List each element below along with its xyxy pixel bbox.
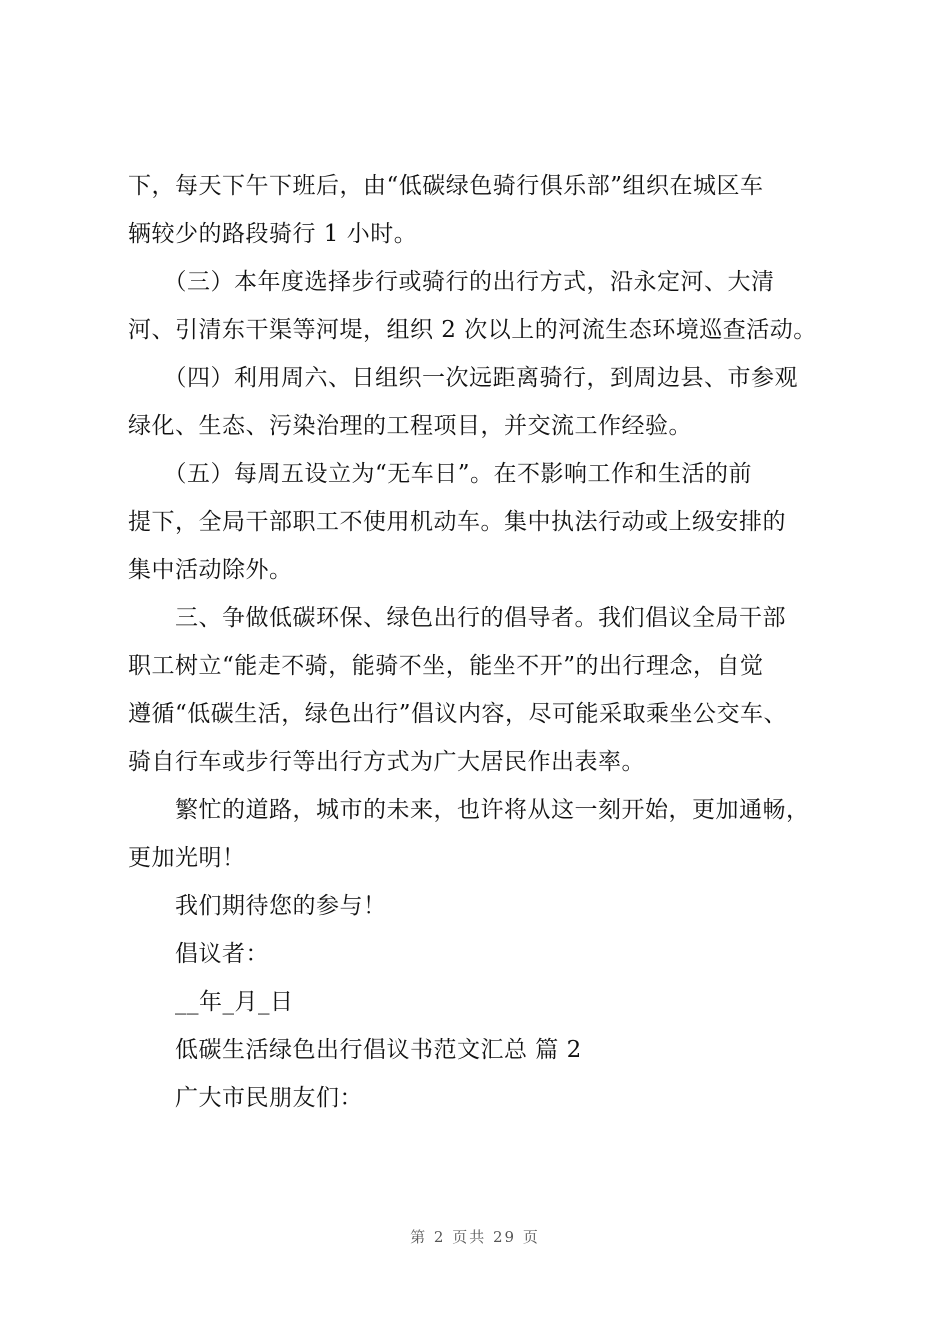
text-line-2: 辆较少的路段骑行 1 小时。 [128,221,418,247]
text-line-4: 河、引清东干渠等河堤，组织 2 次以上的河流生态环境巡查活动。 [128,317,817,343]
text-line-7: （五）每周五设立为“无车日”。在不影响工作和生活的前 [128,461,753,487]
text-line-8: 提下，全局干部职工不使用机动车。集中执法行动或上级安排的 [128,509,786,535]
text-line-10: 三、争做低碳环保、绿色出行的倡导者。我们倡议全局干部 [128,605,786,631]
text-line-11: 职工树立“能走不骑，能骑不坐，能坐不开”的出行理念，自觉 [128,653,764,679]
text-line-1: 下，每天下午下班后，由“低碳绿色骑行俱乐部”组织在城区车 [128,173,764,199]
text-line-14: 繁忙的道路，城市的未来，也许将从这一刻开始，更加通畅， [128,797,810,823]
text-line-12: 遵循“低碳生活，绿色出行”倡议内容，尽可能采取乘坐公交车、 [128,701,788,727]
text-line-20: 广大市民朋友们： [128,1085,363,1111]
text-line-17: 倡议者： [128,941,269,967]
text-line-15: 更加光明！ [128,845,246,871]
text-line-16: 我们期待您的参与！ [128,893,387,919]
text-line-6: 绿化、生态、污染治理的工程项目，并交流工作经验。 [128,413,692,439]
text-line-3: （三）本年度选择步行或骑行的出行方式，沿永定河、大清 [128,269,775,295]
text-line-9: 集中活动除外。 [128,557,293,583]
document-body [128,162,848,1122]
text-line-5: （四）利用周六、日组织一次远距离骑行，到周边县、市参观 [128,365,798,391]
text-line-19: 低碳生活绿色出行倡议书范文汇总 篇 2 [128,1037,582,1063]
text-line-13: 骑自行车或步行等出行方式为广大居民作出表率。 [128,749,645,775]
page-number-footer: 第 2 页共 29 页 [410,1228,540,1246]
text-line-18: __年_月_日 [128,989,294,1015]
